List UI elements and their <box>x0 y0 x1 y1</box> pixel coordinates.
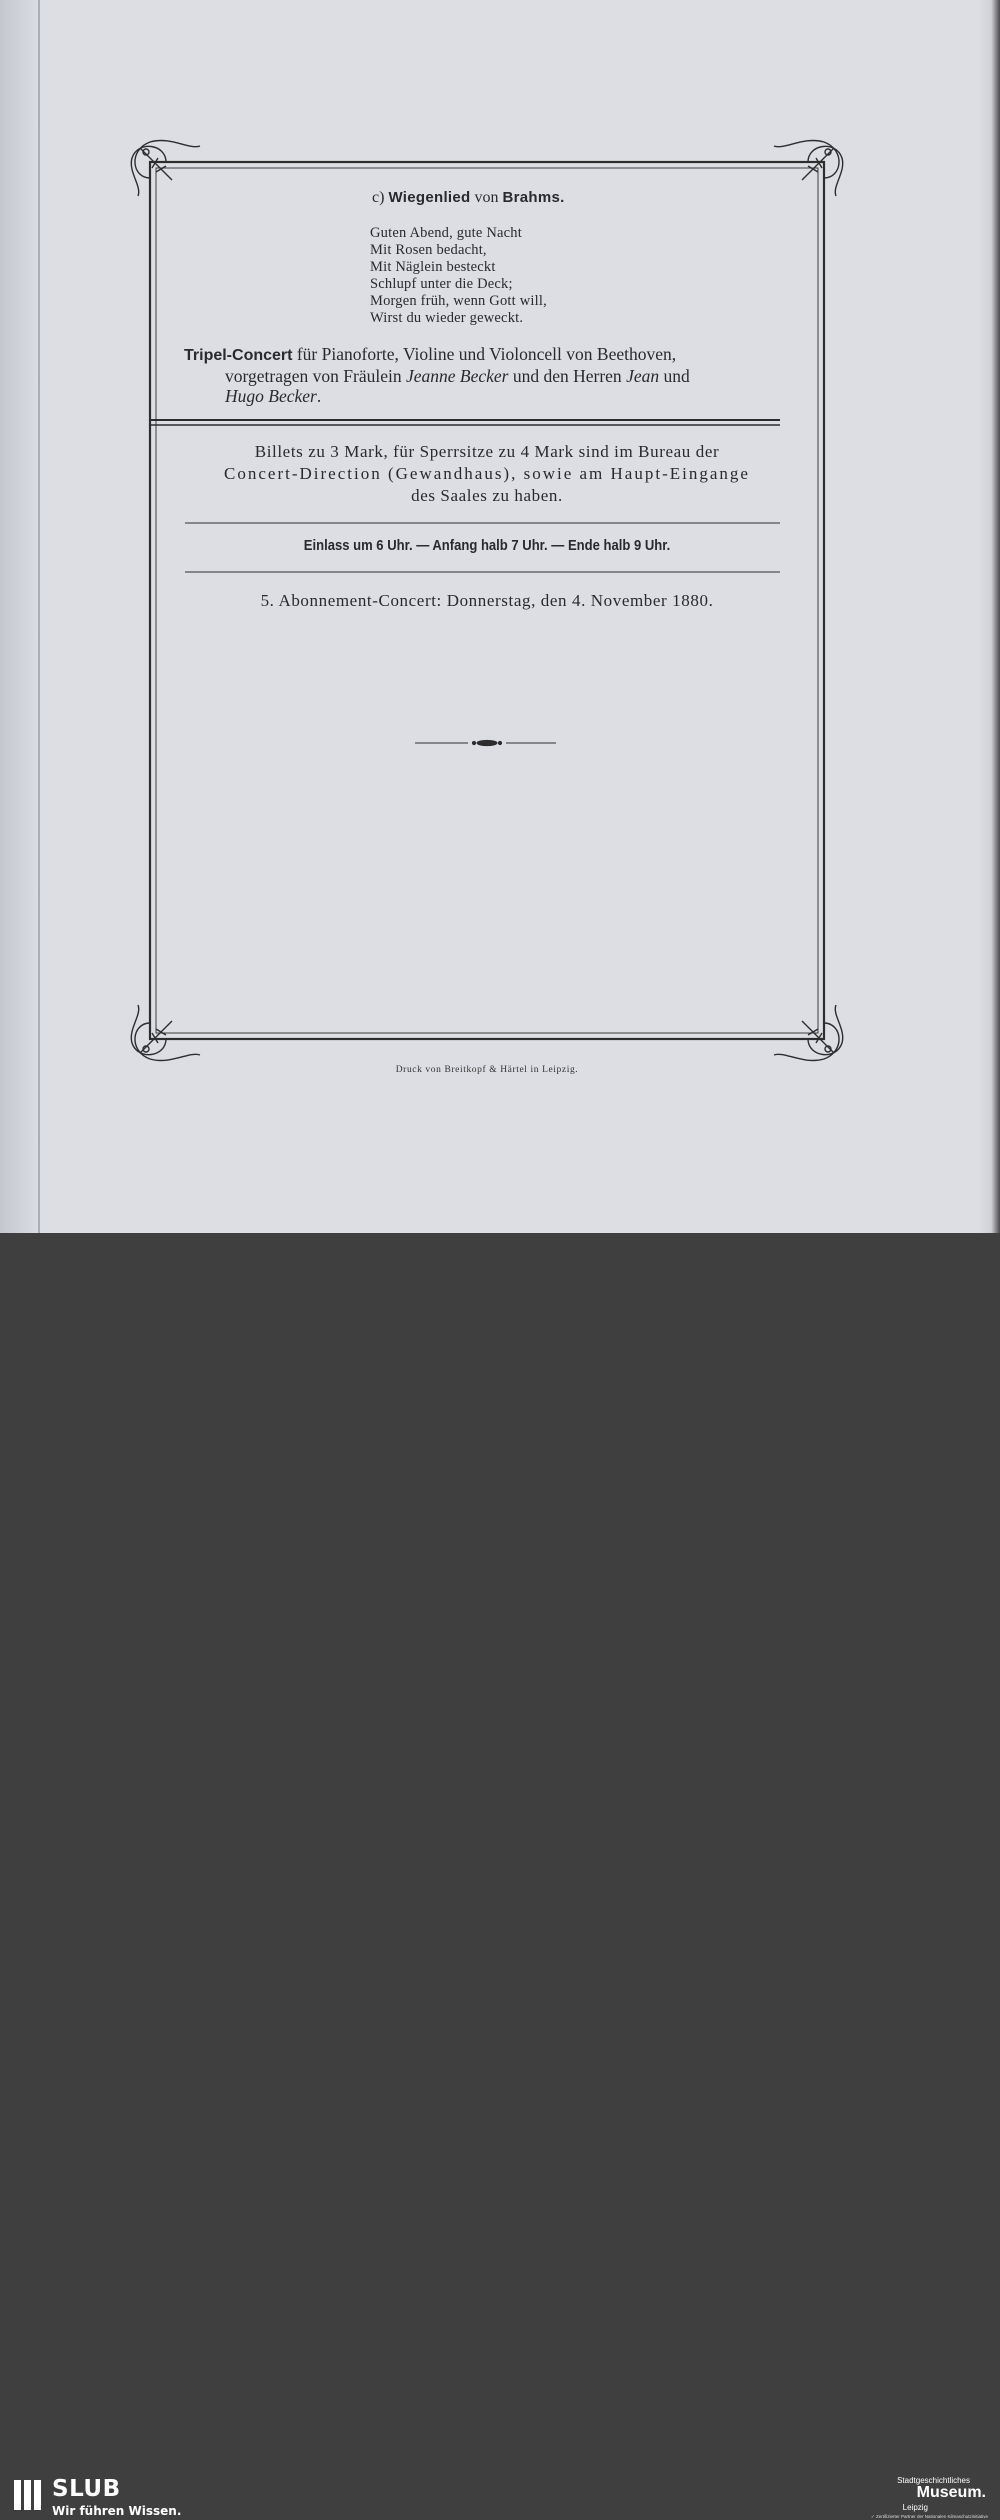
museum-city: Leipzig <box>902 2503 928 2512</box>
song-heading <box>372 189 565 207</box>
tripel-title: Tripel-Concert <box>184 347 293 364</box>
performer-name: Jean <box>626 366 660 386</box>
ticket-line: Concert-Direction (Gewandhaus), sowie am Haupt-Eingange <box>224 464 750 483</box>
poem-line: Morgen früh, wenn Gott will, <box>370 293 547 309</box>
poem-line: Wirst du wieder geweckt. <box>370 310 524 326</box>
tripel-line2-post: und <box>659 366 690 386</box>
ticket-line: des Saales zu haben. <box>411 486 563 505</box>
ticket-line: Billets zu 3 Mark, für Sperrsitze zu 4 Mark sind im Bureau der <box>254 442 720 461</box>
viewer-footer <box>0 1233 1000 2519</box>
tripel-line2-mid: und den Herren <box>508 366 627 386</box>
poem <box>370 225 547 327</box>
library-name[interactable]: SLUB <box>52 2476 121 2502</box>
museum-label-top: Stadtgeschichtliches <box>897 2476 970 2485</box>
tripel-line1: für Pianoforte, Violine und Violoncell von Beethoven, <box>292 344 677 364</box>
museum-certificate: ✓ Zertifizierter Partner der Nationalen Kilmaschutzinitiative <box>870 2514 988 2519</box>
song-connector: von <box>474 189 499 206</box>
song-title: Wiegenlied <box>388 189 471 206</box>
tripel-line3-post: . <box>316 386 322 406</box>
program-content <box>0 0 1000 1233</box>
library-tagline: Wir führen Wissen. <box>52 2504 182 2518</box>
performer-name: Hugo Becker <box>225 386 317 406</box>
tripel-line2-pre: vorgetragen von Fräulein <box>225 366 406 386</box>
song-marker: c) <box>372 189 385 206</box>
poem-line: Mit Näglein besteckt <box>370 259 496 275</box>
song-composer: Brahms. <box>502 189 565 206</box>
poem-line: Guten Abend, gute Nacht <box>370 225 522 241</box>
printer-imprint: Druck von Breitkopf & Härtel in Leipzig. <box>395 1065 579 1075</box>
ticket-info <box>150 441 824 507</box>
scanned-page <box>0 0 1000 1233</box>
next-concert: 5. Abonnement-Concert: Donnerstag, den 4. November 1880. <box>260 591 714 610</box>
tripel-concert-entry <box>184 344 690 406</box>
performer-name: Jeanne Becker <box>405 366 509 386</box>
concert-times: Einlass um 6 Uhr. — Anfang halb 7 Uhr. — Ende halb 9 Uhr. <box>303 538 671 554</box>
poem-line: Schlupf unter die Deck; <box>370 276 513 292</box>
museum-name[interactable]: Museum. <box>916 2484 986 2501</box>
poem-line: Mit Rosen bedacht, <box>370 242 487 258</box>
slub-logo-icon <box>14 2478 44 2512</box>
